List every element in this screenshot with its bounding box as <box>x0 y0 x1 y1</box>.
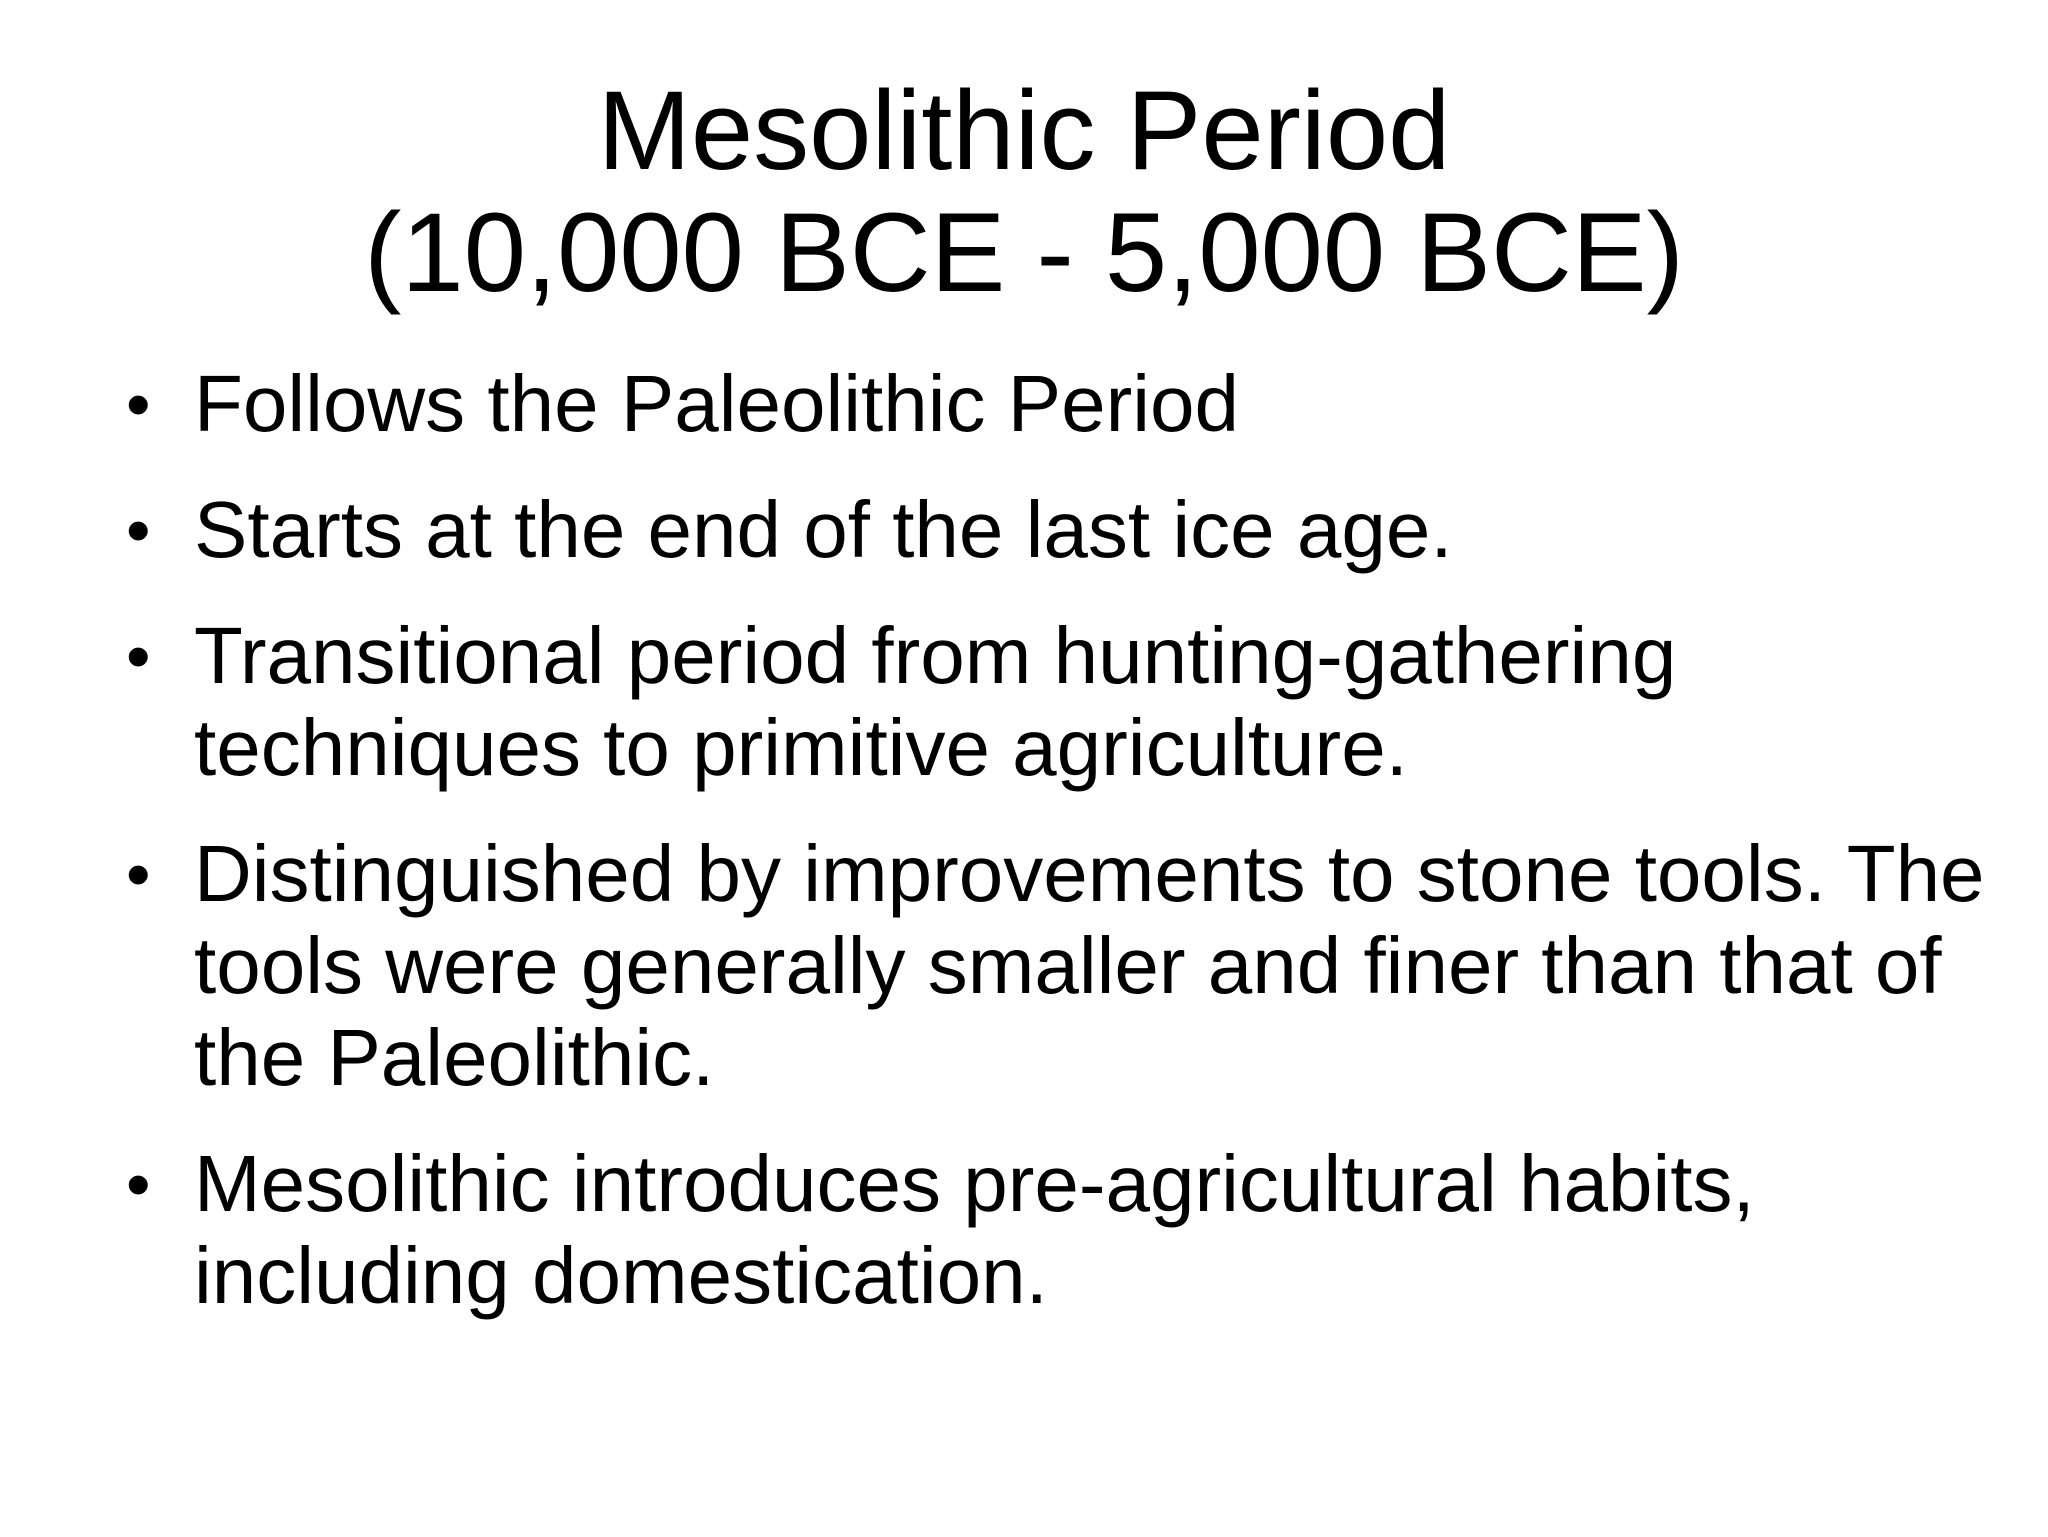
slide-title <box>0 70 2048 314</box>
bullet-icon: • <box>126 491 151 569</box>
bullet-icon: • <box>126 617 151 695</box>
bullet-item <box>118 358 1998 450</box>
bullet-item <box>118 828 1998 1104</box>
bullet-item <box>118 1138 1998 1322</box>
bullet-icon: • <box>126 1145 151 1223</box>
bullet-text: Distinguished by improvements to stone tools. The tools were generally smaller and finer than that of the Paleolithic. <box>194 829 1985 1102</box>
bullet-text: Follows the Paleolithic Period <box>194 359 1239 448</box>
bullet-text: Starts at the end of the last ice age. <box>194 485 1453 574</box>
bullet-text: Transitional period from hunting-gathering techniques to primitive agriculture. <box>194 611 1677 792</box>
bullet-item <box>118 484 1998 576</box>
bullet-text: Mesolithic introduces pre-agricultural habits, including domestication. <box>194 1139 1755 1320</box>
title-line-2: (10,000 BCE - 5,000 BCE) <box>364 190 1684 315</box>
bullet-icon: • <box>126 835 151 913</box>
bullet-item <box>118 610 1998 794</box>
bullet-list <box>118 358 1998 1356</box>
bullet-icon: • <box>126 365 151 443</box>
title-line-1: Mesolithic Period <box>597 68 1451 193</box>
